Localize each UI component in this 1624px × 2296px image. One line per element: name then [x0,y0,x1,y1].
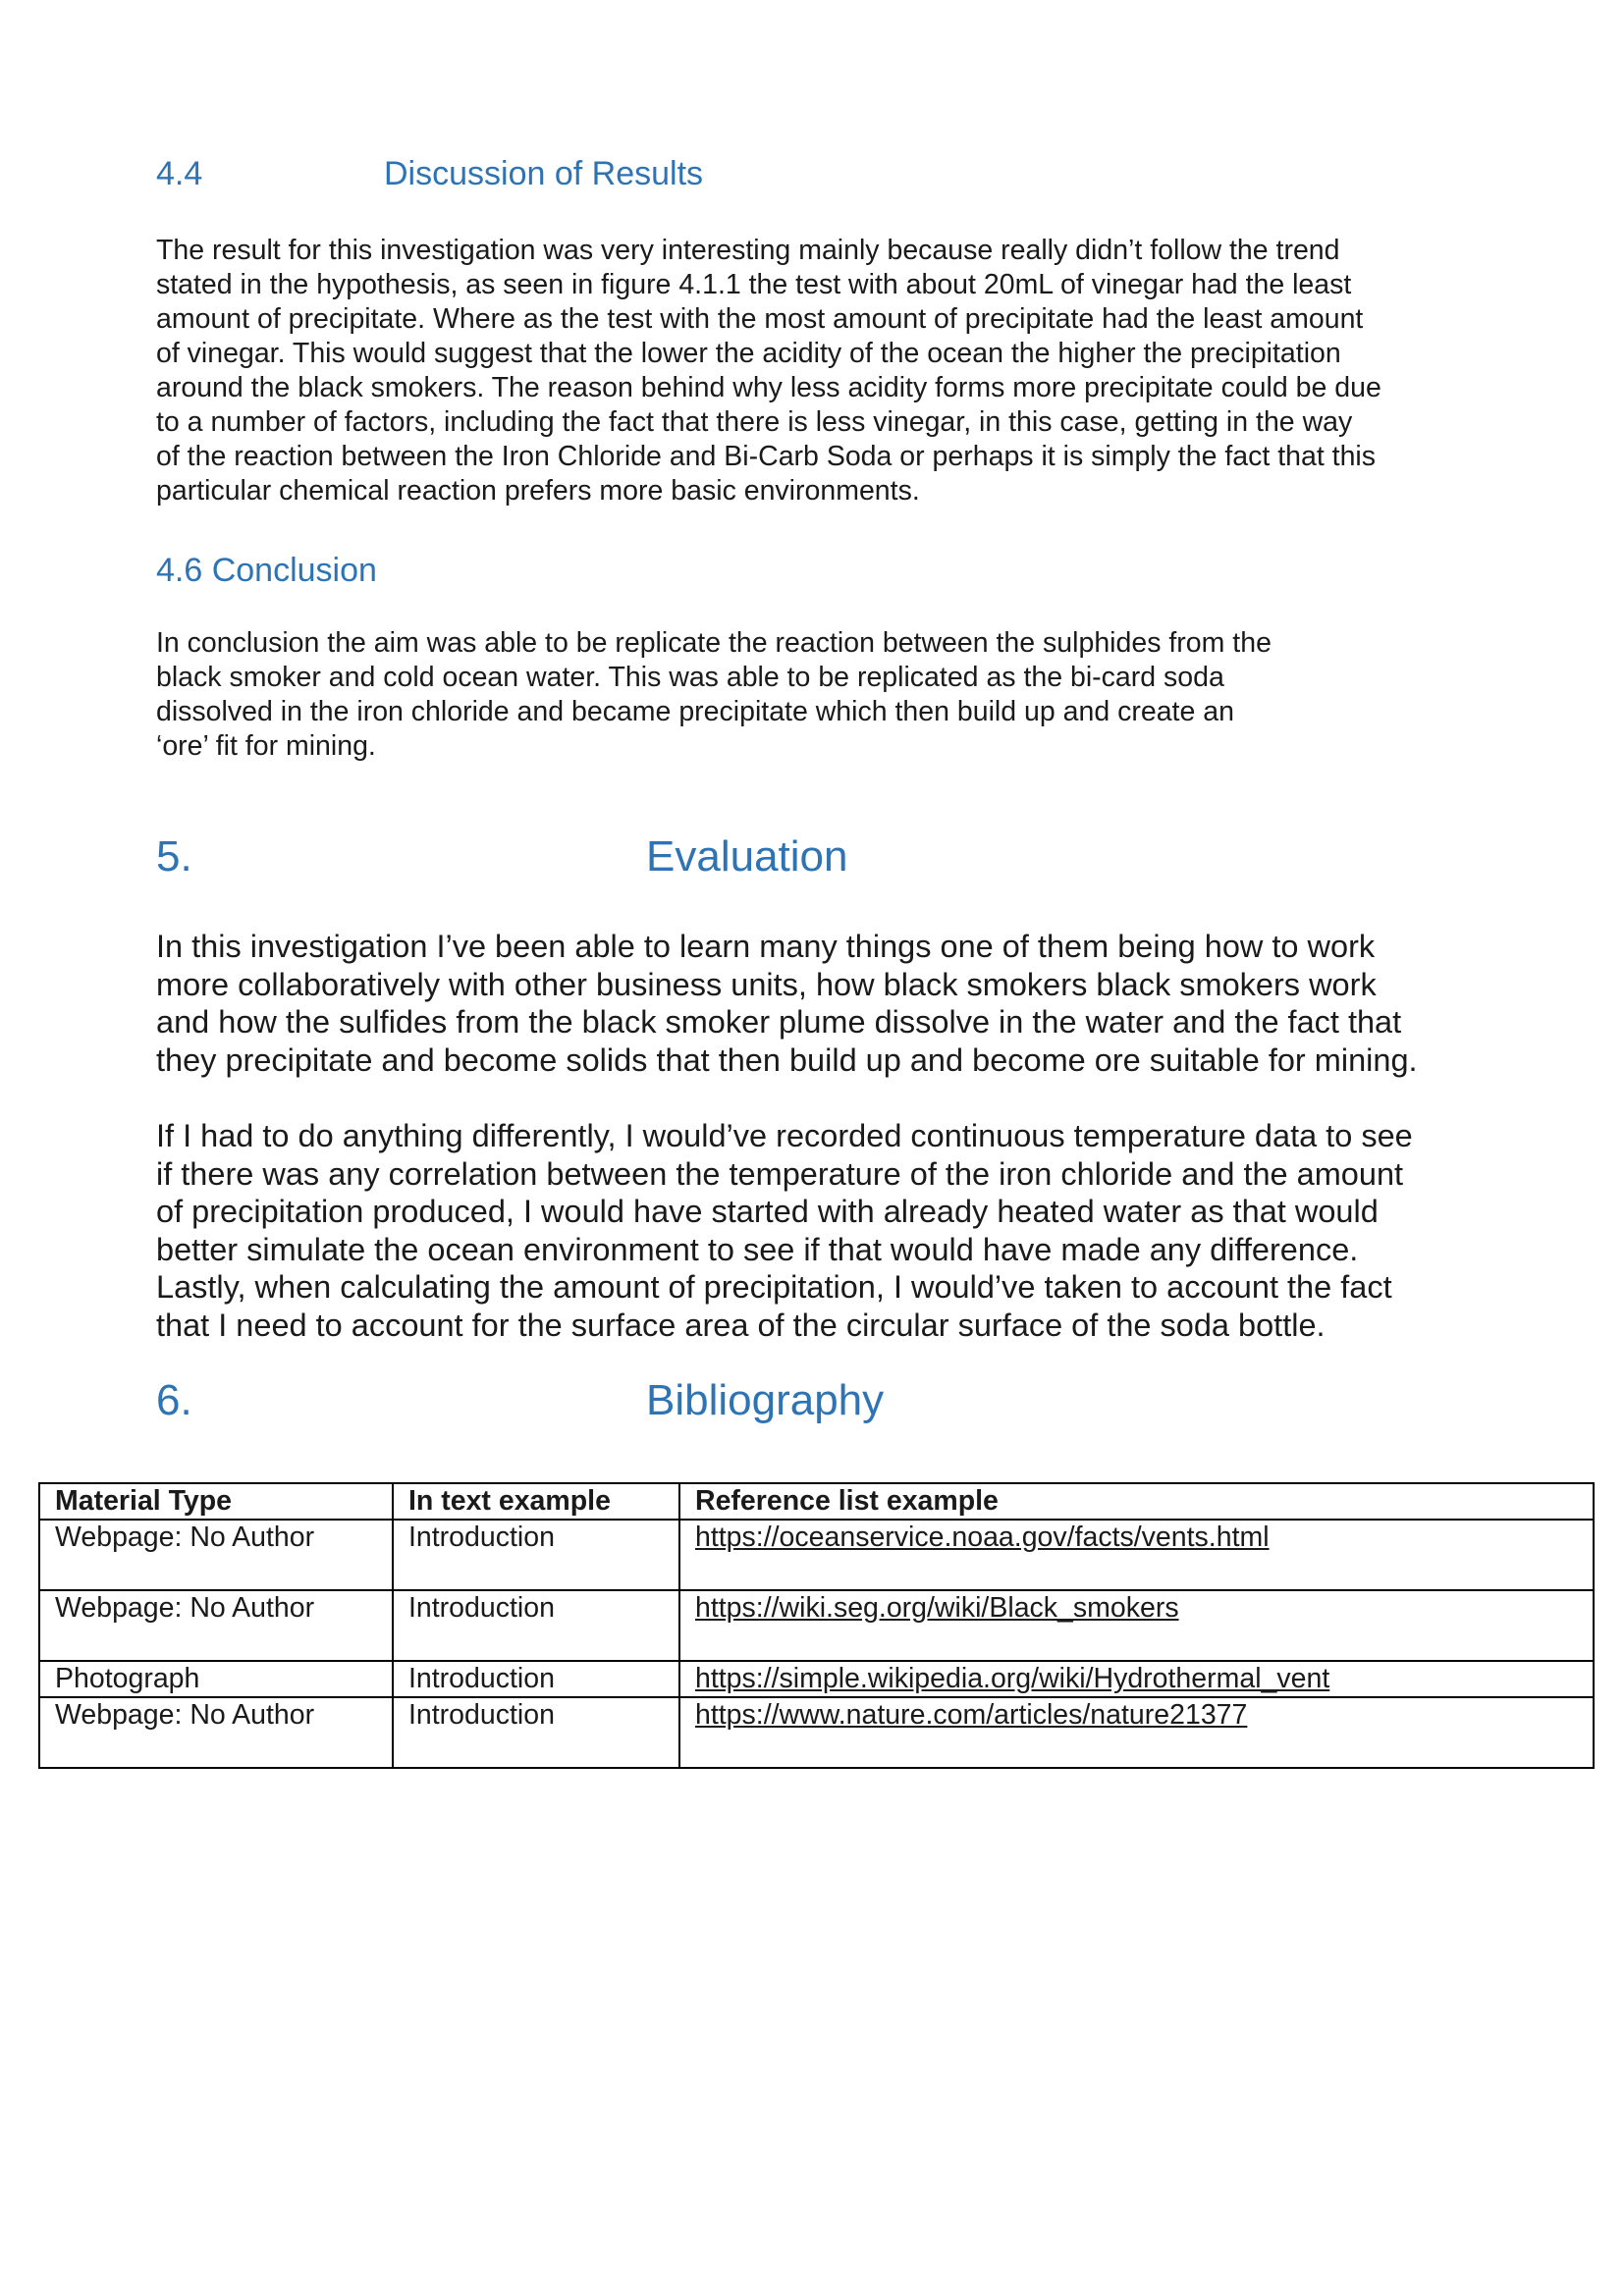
discussion-line: of vinegar. This would suggest that the lower the acidity of the ocean the higher the precipitation [156,338,1341,369]
material-type-cell: Photograph [39,1661,393,1697]
reference-cell [679,1697,1594,1768]
table-row [39,1661,1594,1697]
conclusion-line: In conclusion the aim was able to be replicate the reaction between the sulphides from the [156,627,1272,659]
reference-link[interactable]: https://simple.wikipedia.org/wiki/Hydrothermal_vent [695,1663,1330,1694]
material-type-cell: Webpage: No Author [39,1520,393,1590]
header-reference-list-example: Reference list example [679,1483,1594,1520]
table-row [39,1520,1594,1590]
section-title-bibliography: Bibliography [646,1376,885,1424]
conclusion-line: ‘ore’ fit for mining. [156,730,376,762]
discussion-paragraph [156,234,1491,508]
table-header-row [39,1483,1594,1520]
discussion-line: stated in the hypothesis, as seen in figure 4.1.1 the test with about 20mL of vinegar had the least [156,269,1352,300]
evaluation-line: If I had to do anything differently, I would’ve recorded continuous temperature data to see [156,1118,1413,1153]
reference-link[interactable]: https://oceanservice.noaa.gov/facts/vents.html [695,1522,1270,1553]
discussion-line: to a number of factors, including the fact that there is less vinegar, in this case, getting in the way [156,406,1353,438]
in-text-cell: Introduction [393,1697,679,1768]
discussion-line: of the reaction between the Iron Chloride and Bi-Carb Soda or perhaps it is simply the fact that this [156,441,1377,472]
in-text-cell: Introduction [393,1590,679,1661]
discussion-line: The result for this investigation was very interesting mainly because really didn’t follow the trend [156,235,1340,266]
evaluation-line: if there was any correlation between the temperature of the iron chloride and the amount [156,1155,1404,1192]
evaluation-paragraph-1 [156,928,1491,1079]
reference-link[interactable]: https://wiki.seg.org/wiki/Black_smokers [695,1592,1179,1624]
evaluation-line: that I need to account for the surface area of the circular surface of the soda bottle. [156,1307,1326,1343]
evaluation-line: they precipitate and become solids that then build up and become ore suitable for mining. [156,1041,1418,1078]
material-type-cell: Webpage: No Author [39,1590,393,1661]
section-number-discussion: 4.4 [156,155,203,192]
bibliography-table [38,1482,1595,1769]
evaluation-line: of precipitation produced, I would have started with already heated water as that would [156,1194,1379,1229]
evaluation-paragraph-2 [156,1117,1491,1344]
reference-cell [679,1590,1594,1661]
conclusion-line: black smoker and cold ocean water. This was able to be replicated as the bi-card soda [156,662,1224,693]
conclusion-paragraph [156,626,1491,764]
evaluation-line: In this investigation I’ve been able to learn many things one of them being how to work [156,929,1376,964]
section-title-evaluation: Evaluation [646,832,848,881]
reference-link[interactable]: https://www.nature.com/articles/nature21377 [695,1699,1248,1731]
section-number-bibliography: 6. [156,1376,192,1424]
discussion-line: particular chemical reaction prefers more basic environments. [156,475,920,507]
table-row [39,1697,1594,1768]
discussion-line: amount of precipitate. Where as the test with the most amount of precipitate had the least amount [156,303,1364,335]
header-material-type: Material Type [39,1483,393,1520]
reference-cell [679,1520,1594,1590]
header-in-text-example: In text example [393,1483,679,1520]
reference-cell [679,1661,1594,1697]
section-title-discussion: Discussion of Results [384,155,704,192]
in-text-cell: Introduction [393,1520,679,1590]
conclusion-line: dissolved in the iron chloride and became precipitate which then build up and create an [156,696,1234,727]
evaluation-line: and how the sulfides from the black smoker plume dissolve in the water and the fact that [156,1004,1402,1040]
section-title-conclusion: 4.6 Conclusion [156,552,377,589]
section-number-evaluation: 5. [156,832,192,881]
evaluation-line: more collaboratively with other business units, how black smokers black smokers work [156,966,1377,1002]
in-text-cell: Introduction [393,1661,679,1697]
discussion-line: around the black smokers. The reason behind why less acidity forms more precipitate could be due [156,372,1381,403]
evaluation-line: Lastly, when calculating the amount of precipitation, I would’ve taken to account the fact [156,1269,1392,1305]
evaluation-line: better simulate the ocean environment to see if that would have made any difference. [156,1231,1359,1267]
table-row [39,1590,1594,1661]
material-type-cell: Webpage: No Author [39,1697,393,1768]
